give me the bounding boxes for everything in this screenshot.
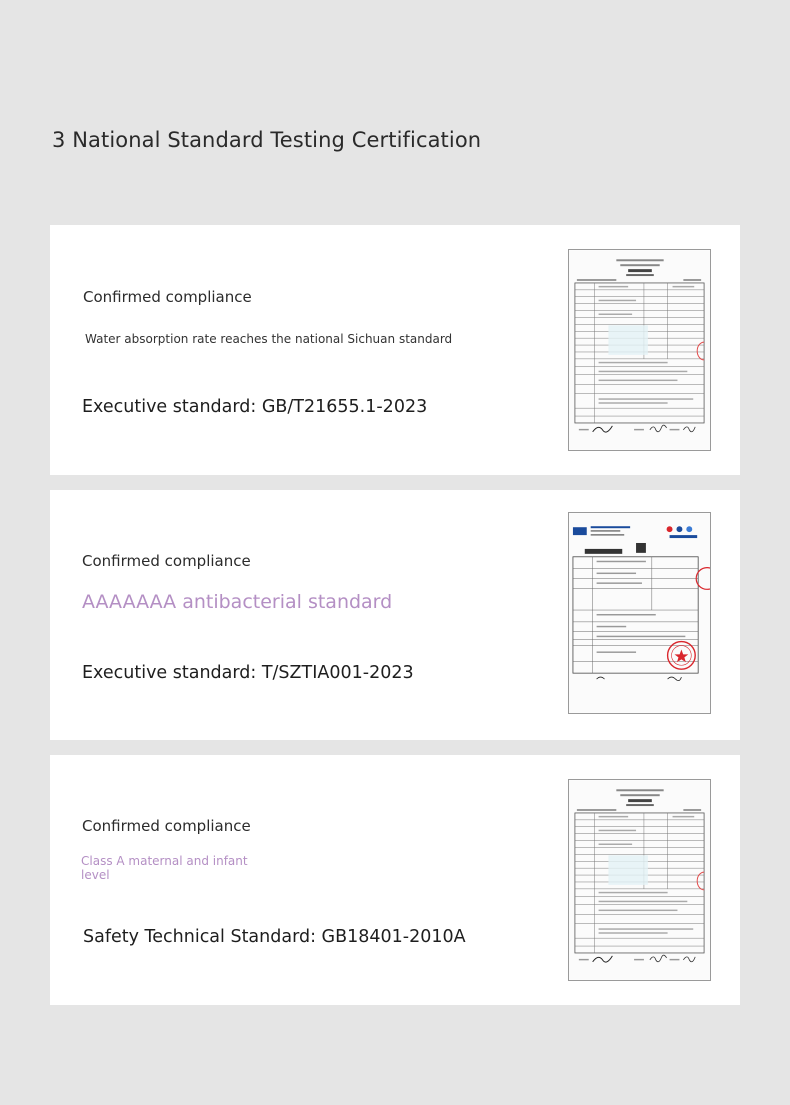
test-report-thumbnail[interactable] — [568, 512, 711, 714]
certification-card-water-absorption — [50, 225, 740, 475]
compliance-label: Confirmed compliance — [82, 552, 251, 570]
compliance-label: Confirmed compliance — [83, 288, 252, 306]
executive-standard: Executive standard: T/SZTIA001-2023 — [82, 663, 414, 683]
executive-standard: Executive standard: GB/T21655.1-2023 — [82, 397, 428, 417]
test-report-thumbnail[interactable] — [568, 779, 711, 981]
safety-technical-standard: Safety Technical Standard: GB18401-2010A — [83, 927, 466, 947]
page-title: 3 National Standard Testing Certification — [52, 128, 482, 152]
compliance-detail: Class A maternal and infant level — [81, 854, 248, 882]
compliance-label: Confirmed compliance — [82, 817, 251, 835]
test-report-document-icon — [569, 250, 710, 450]
test-report-document-icon — [569, 780, 710, 980]
compliance-detail: AAAAAAA antibacterial standard — [82, 591, 393, 613]
test-report-thumbnail[interactable] — [568, 249, 711, 451]
certification-card-maternal-infant — [50, 755, 740, 1005]
compliance-detail: Water absorption rate reaches the national Sichuan standard — [85, 332, 453, 346]
test-report-document-with-red-seal-icon — [569, 513, 710, 713]
certification-card-antibacterial — [50, 490, 740, 740]
